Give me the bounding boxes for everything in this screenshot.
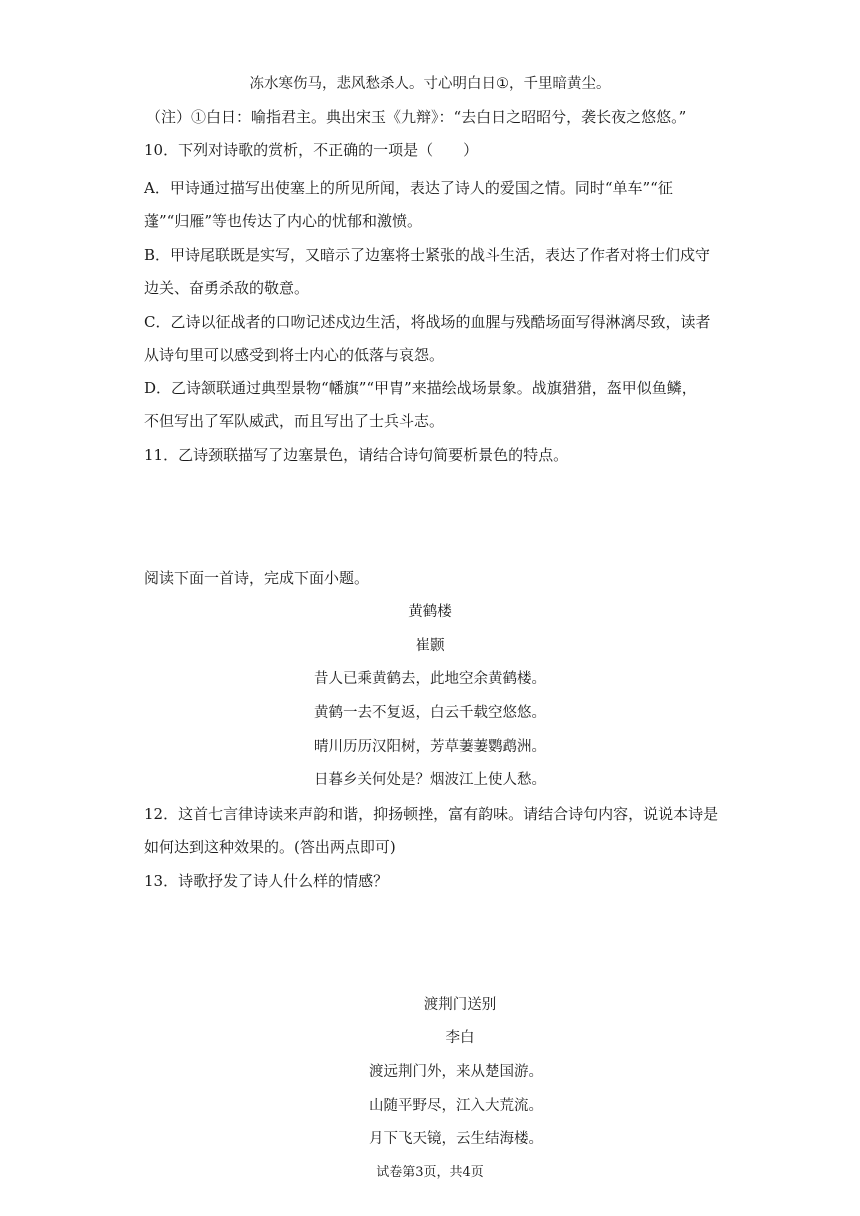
question-13: 13．诗歌抒发了诗人什么样的情感？ [144, 872, 389, 890]
option-b-line2: 边关、奋勇杀敌的敬意。 [144, 279, 310, 297]
poem2-line-1: 渡远荆门外，来从楚国游。 [369, 1064, 543, 1080]
option-d-line1: D．乙诗颔联通过典型景物“幡旗”“甲胄”来描绘战场景象。战旗猎猎，盔甲似鱼鳞， [144, 379, 697, 397]
option-d-line2: 不但写出了军队威武，而且写出了士兵斗志。 [144, 412, 445, 430]
poem1-line-1: 昔人已乘黄鹤去，此地空余黄鹤楼。 [314, 671, 546, 687]
poem1-line-4: 日暮乡关何处是？烟波江上使人愁。 [314, 772, 546, 788]
question-12-line1: 12．这首七言律诗读来声韵和谐，抑扬顿挫，富有韵味。请结合诗句内容，说说本诗是 [144, 805, 719, 823]
poem2-line-2: 山随平野尽，江入大荒流。 [369, 1098, 543, 1114]
question-12-line2: 如何达到这种效果的。(答出两点即可) [144, 838, 396, 856]
poem2-line-3: 月下飞天镜，云生结海楼。 [369, 1131, 543, 1147]
question-11: 11．乙诗颈联描写了边塞景色，请结合诗句简要析景色的特点。 [144, 446, 569, 464]
option-c-line1: C．乙诗以征战者的口吻记述戍边生活，将战场的血腥与残酷场面写得淋漓尽致，读者 [144, 313, 711, 331]
option-c-line2: 从诗句里可以感受到将士内心的低落与哀怨。 [144, 346, 445, 364]
poem-note: （注）①白日：喻指君主。典出宋玉《九辩》：“去白日之昭昭兮，袭长夜之悠悠。” [146, 108, 687, 126]
poem-tail-line: 冻水寒伤马，悲风愁杀人。寸心明白日①，千里暗黄尘。 [249, 76, 611, 92]
poem1-line-3: 晴川历历汉阳树，芳草萋萋鹦鹉洲。 [314, 739, 546, 755]
question-10-stem: 10．下列对诗歌的赏析，不正确的一项是（ ） [144, 141, 479, 159]
poem2-title: 渡荆门送别 [423, 997, 497, 1013]
option-a-line2: 蓬”“归雁”等也传达了内心的忧郁和激愤。 [144, 212, 423, 230]
page-footer: 试卷第3页，共4页 [376, 1165, 484, 1180]
poem1-line-2: 黄鹤一去不复返，白云千载空悠悠。 [314, 705, 546, 721]
poem1-author: 崔颢 [415, 638, 445, 654]
poem2-author: 李白 [445, 1030, 475, 1046]
option-a-line1: A．甲诗通过描写出使塞上的所见所闻，表达了诗人的爱国之情。同时“单车”“征 [144, 179, 673, 197]
option-b-line1: B．甲诗尾联既是实写，又暗示了边塞将士紧张的战斗生活，表达了作者对将士们戍守 [144, 246, 711, 264]
reading-intro: 阅读下面一首诗，完成下面小题。 [144, 569, 370, 587]
poem1-title: 黄鹤楼 [408, 604, 452, 620]
